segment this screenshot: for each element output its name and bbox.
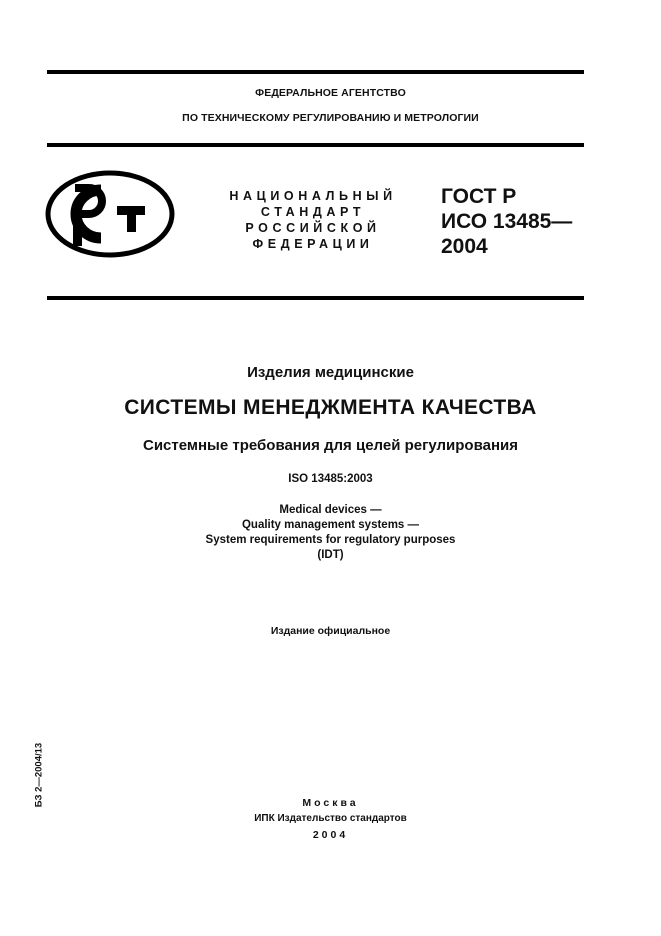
designation-line: 2004: [441, 235, 488, 258]
english-title-line: Medical devices —: [279, 504, 382, 516]
subject-heading: Изделия медицинские: [247, 364, 414, 381]
iso-reference: ISO 13485:2003: [288, 473, 373, 485]
english-title-block: [0, 503, 661, 563]
national-line: ФЕДЕРАЦИИ: [252, 237, 374, 251]
english-title-line: (IDT): [317, 549, 344, 561]
national-line: РОССИЙСКОЙ: [245, 221, 381, 235]
edition-label: Издание официальное: [270, 625, 391, 637]
document-title: СИСТЕМЫ МЕНЕДЖМЕНТА КАЧЕСТВА: [124, 396, 537, 419]
national-line: СТАНДАРТ: [260, 205, 366, 219]
agency-line-2: ПО ТЕХНИЧЕСКОМУ РЕГУЛИРОВАНИЮ И МЕТРОЛОГИИ: [182, 112, 479, 124]
english-title-line: System requirements for regulatory purposes: [205, 534, 456, 546]
standard-designation: [441, 184, 591, 259]
side-code: БЗ 2—2004/13: [33, 742, 45, 808]
block-bottom-rule: [47, 296, 584, 300]
agency-line-1: ФЕДЕРАЛЬНОЕ АГЕНТСТВО: [255, 87, 406, 99]
national-line: НАЦИОНАЛЬНЫЙ: [229, 189, 397, 203]
document-subtitle: Системные требования для целей регулирования: [143, 437, 518, 454]
top-rule: [47, 70, 584, 74]
footer-year: 2004: [312, 829, 349, 841]
national-standard-label: [208, 188, 418, 252]
footer-city: Москва: [302, 797, 359, 809]
gost-r-certification-logo-icon: [45, 170, 175, 258]
designation-line: ИСО 13485—: [441, 210, 573, 233]
footer-publisher: ИПК Издательство стандартов: [254, 813, 407, 824]
header-bottom-rule: [47, 143, 584, 147]
designation-line: ГОСТ Р: [441, 185, 517, 208]
english-title-line: Quality management systems —: [241, 519, 420, 531]
